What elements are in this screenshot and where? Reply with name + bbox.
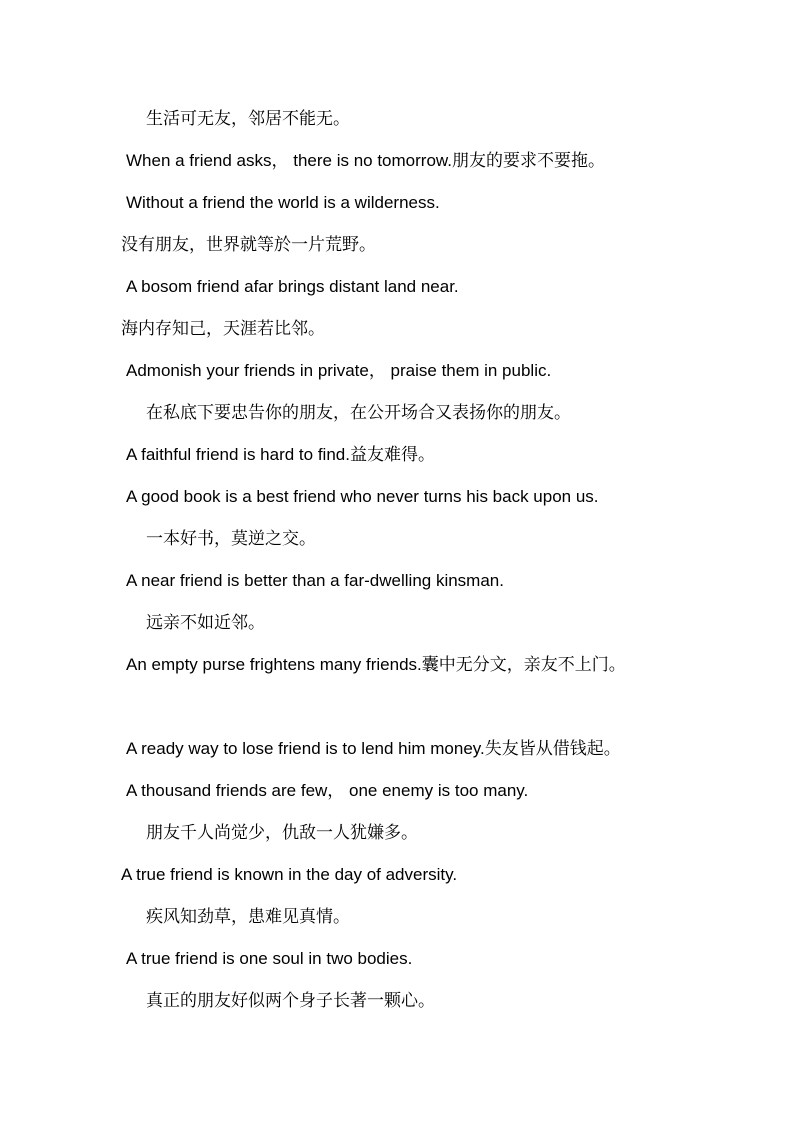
text-line: 疾风知劲草，患难见真情。 [146,907,350,927]
text-line: A true friend is known in the day of adversity. [121,865,458,884]
text-line: A near friend is better than a far-dwelling kinsman. [126,571,504,590]
text-line: 生活可无友，邻居不能无。 [146,109,350,129]
text-line: A thousand friends are few， one enemy is too many. [126,781,529,800]
text-line: A true friend is one soul in two bodies. [126,949,413,968]
text-line: 远亲不如近邻。 [146,613,265,633]
text-line: 没有朋友，世界就等於一片荒野。 [121,235,376,255]
text-line: A good book is a best friend who never turns his back upon us. [126,487,599,506]
text-line: 海内存知己，天涯若比邻。 [121,319,325,339]
text-line: 在私底下要忠告你的朋友，在公开场合又表扬你的朋友。 [146,403,571,423]
text-line: Without a friend the world is a wilderness. [126,193,440,212]
text-line: When a friend asks， there is no tomorrow.朋友的要求不要拖。 [126,151,605,170]
text-line: A bosom friend afar brings distant land near. [126,277,459,296]
text-line: A faithful friend is hard to find.益友难得。 [126,445,435,464]
text-line: A ready way to lose friend is to lend him money.失友皆从借钱起。 [126,739,621,758]
text-line: 一本好书，莫逆之交。 [146,529,316,549]
text-line: Admonish your friends in private， praise them in public. [126,361,552,380]
text-line: 朋友千人尚觉少，仇敌一人犹嫌多。 [146,823,418,843]
text-line: An empty purse frightens many friends.囊中无分文，亲友不上门。 [126,655,626,674]
text-line: 真正的朋友好似两个身子长著一颗心。 [146,991,435,1011]
